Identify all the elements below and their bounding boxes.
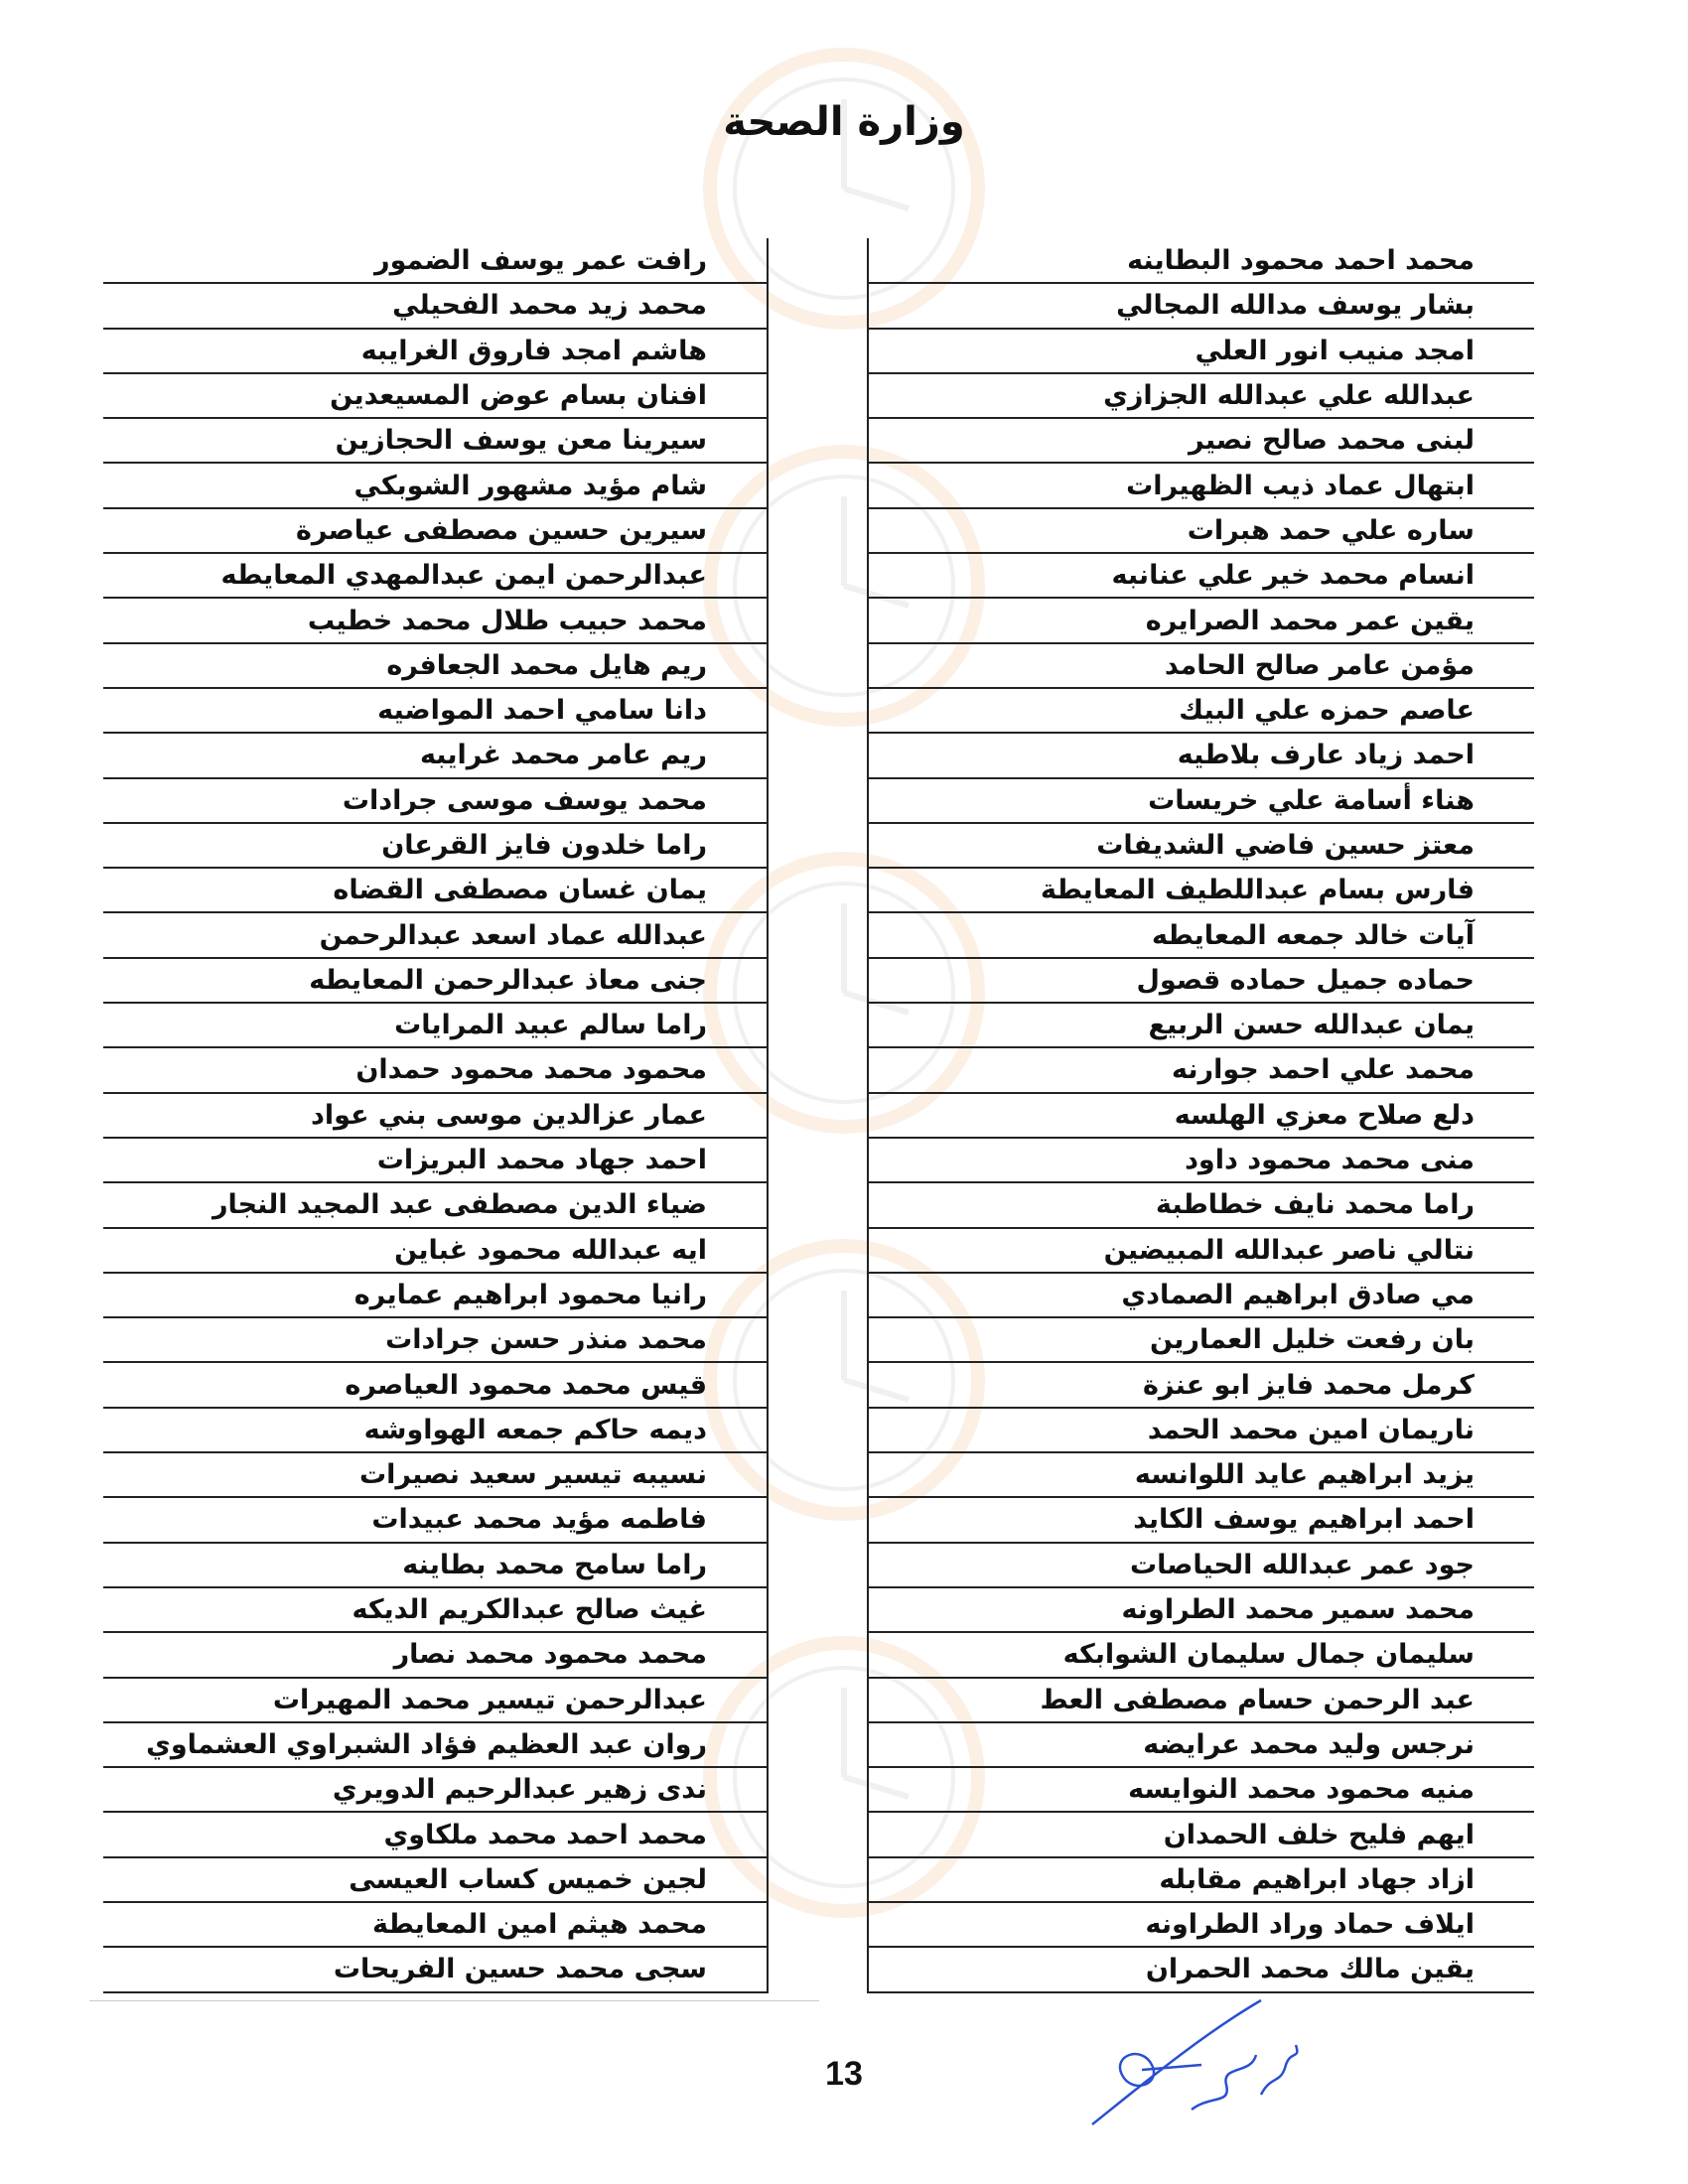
name-cell: نتالي ناصر عبدالله المبيضين (868, 1228, 1534, 1273)
name-cell: فارس بسام عبداللطيف المعايطة (868, 868, 1534, 912)
table-row (868, 1047, 1534, 1092)
name-cell: لجين خميس كساب العيسى (103, 1857, 768, 1902)
name-cell: رانيا محمود ابراهيم عمايره (103, 1273, 768, 1317)
name-cell: هناء أسامة علي خريسات (868, 778, 1534, 823)
table-row (103, 1182, 768, 1227)
table-row (103, 1408, 768, 1452)
name-cell: محمد يوسف موسى جرادات (103, 778, 768, 823)
name-cell: عبدالرحمن ايمن عبدالمهدي المعايطه (103, 553, 768, 598)
table-row (868, 1362, 1534, 1407)
name-cell: محمود محمد محمود حمدان (103, 1047, 768, 1092)
table-row (103, 1047, 768, 1092)
table-row (868, 1228, 1534, 1273)
name-cell: جود عمر عبدالله الحياصات (868, 1543, 1534, 1587)
table-row (868, 1543, 1534, 1587)
name-cell: غيث صالح عبدالكريم الديكه (103, 1587, 768, 1632)
table-row (103, 418, 768, 463)
table-row (868, 1767, 1534, 1812)
names-table-right (867, 238, 1534, 1993)
name-cell: انسام محمد خير علي عنانبه (868, 553, 1534, 598)
table-row (103, 1228, 768, 1273)
table-row (868, 1273, 1534, 1317)
table-row (103, 1362, 768, 1407)
table-row (868, 1452, 1534, 1497)
name-cell: شام مؤيد مشهور الشوبكي (103, 463, 768, 507)
table-row (103, 1003, 768, 1047)
table-row (868, 598, 1534, 642)
table-row (868, 1587, 1534, 1632)
name-cell: دانا سامي احمد المواضيه (103, 688, 768, 733)
table-row (103, 1857, 768, 1902)
table-row (103, 1632, 768, 1677)
name-cell: محمد حبيب طلال محمد خطيب (103, 598, 768, 642)
name-cell: مي صادق ابراهيم الصمادي (868, 1273, 1534, 1317)
table-row (868, 1408, 1534, 1452)
table-row (868, 1678, 1534, 1722)
name-cell: عبد الرحمن حسام مصطفى العط (868, 1678, 1534, 1722)
name-cell: ديمه حاكم جمعه الهواوشه (103, 1408, 768, 1452)
table-row (868, 823, 1534, 868)
name-cell: ساره علي حمد هبرات (868, 508, 1534, 553)
name-cell: محمد احمد محمد ملكاوي (103, 1812, 768, 1856)
name-cell: احمد جهاد محمد البريزات (103, 1138, 768, 1182)
table-row (868, 1093, 1534, 1138)
name-cell: يقين عمر محمد الصرايره (868, 598, 1534, 642)
table-row (868, 238, 1534, 283)
name-cell: يمان عبدالله حسن الربيع (868, 1003, 1534, 1047)
name-cell: ندى زهير عبدالرحيم الدويري (103, 1767, 768, 1812)
page-title: وزارة الصحة (723, 99, 965, 145)
table-row (103, 1767, 768, 1812)
name-cell: راما محمد نايف خطاطبة (868, 1182, 1534, 1227)
name-cell: محمد احمد محمود البطاينه (868, 238, 1534, 283)
table-row (103, 598, 768, 642)
name-cell: سجى محمد حسين الفريحات (103, 1947, 768, 1991)
name-cell: كرمل محمد فايز ابو عنزة (868, 1362, 1534, 1407)
name-cell: يمان غسان مصطفى القضاه (103, 868, 768, 912)
name-cell: محمد محمود محمد نصار (103, 1632, 768, 1677)
table-row (868, 1722, 1534, 1767)
table-row (868, 778, 1534, 823)
name-cell: احمد زياد عارف بلاطيه (868, 733, 1534, 777)
name-cell: محمد زيد محمد الفحيلي (103, 283, 768, 328)
footer-divider (89, 2000, 819, 2001)
name-cell: راما سالم عبيد المرايات (103, 1003, 768, 1047)
name-cell: ايهم فليح خلف الحمدان (868, 1812, 1534, 1856)
table-row (868, 733, 1534, 777)
table-row (103, 868, 768, 912)
name-cell: ناريمان امين محمد الحمد (868, 1408, 1534, 1452)
name-cell: محمد علي احمد جوارنه (868, 1047, 1534, 1092)
table-row (868, 1497, 1534, 1542)
table-row (868, 1632, 1534, 1677)
table-row (868, 1003, 1534, 1047)
table-row (103, 1587, 768, 1632)
table-row (103, 508, 768, 553)
table-row (103, 283, 768, 328)
table-row (103, 463, 768, 507)
name-cell: محمد منذر حسن جرادات (103, 1317, 768, 1362)
table-row (868, 1182, 1534, 1227)
name-cell: آيات خالد جمعه المعايطه (868, 912, 1534, 957)
name-cell: جنى معاذ عبدالرحمن المعايطه (103, 958, 768, 1003)
name-cell: عبدالرحمن تيسير محمد المهيرات (103, 1678, 768, 1722)
name-cell: راما سامح محمد بطاينه (103, 1543, 768, 1587)
name-cell: منيه محمود محمد النوايسه (868, 1767, 1534, 1812)
table-row (103, 1273, 768, 1317)
name-cell: ابتهال عماد ذيب الظهيرات (868, 463, 1534, 507)
table-row (103, 1452, 768, 1497)
name-cell: ريم عامر محمد غرايبه (103, 733, 768, 777)
name-cell: سليمان جمال سليمان الشوابكه (868, 1632, 1534, 1677)
table-row (103, 912, 768, 957)
table-row (103, 1678, 768, 1722)
table-row (868, 1138, 1534, 1182)
table-row (103, 688, 768, 733)
name-cell: دلع صلاح معزي الهلسه (868, 1093, 1534, 1138)
table-row (868, 688, 1534, 733)
names-table-right-body (868, 238, 1534, 1992)
table-row (868, 283, 1534, 328)
name-cell: ايلاف حماد وراد الطراونه (868, 1902, 1534, 1947)
name-cell: عبدالله عماد اسعد عبدالرحمن (103, 912, 768, 957)
table-row (868, 868, 1534, 912)
name-cell: عاصم حمزه علي البيك (868, 688, 1534, 733)
name-cell: يزيد ابراهيم عايد اللوانسه (868, 1452, 1534, 1497)
table-row (868, 1317, 1534, 1362)
name-cell: معتز حسين فاضي الشديفات (868, 823, 1534, 868)
table-row (103, 958, 768, 1003)
name-cell: احمد ابراهيم يوسف الكايد (868, 1497, 1534, 1542)
name-cell: محمد سمير محمد الطراونه (868, 1587, 1534, 1632)
table-row (103, 1093, 768, 1138)
name-cell: روان عبد العظيم فؤاد الشبراوي العشماوي (103, 1722, 768, 1767)
name-cell: ضياء الدين مصطفى عبد المجيد النجار (103, 1182, 768, 1227)
table-row (103, 643, 768, 688)
table-row (868, 553, 1534, 598)
signature-icon (1082, 1995, 1311, 2134)
names-table-left (103, 238, 769, 1993)
name-cell: هاشم امجد فاروق الغرايبه (103, 329, 768, 373)
table-row (868, 958, 1534, 1003)
name-cell: عمار عزالدين موسى بني عواد (103, 1093, 768, 1138)
name-cell: لبنى محمد صالح نصير (868, 418, 1534, 463)
table-row (103, 733, 768, 777)
name-cell: عبدالله علي عبدالله الجزازي (868, 373, 1534, 418)
table-row (868, 643, 1534, 688)
name-cell: راما خلدون فايز القرعان (103, 823, 768, 868)
table-row (868, 1857, 1534, 1902)
table-row (868, 418, 1534, 463)
name-cell: مؤمن عامر صالح الحامد (868, 643, 1534, 688)
name-cell: ريم هايل محمد الجعافره (103, 643, 768, 688)
table-row (868, 463, 1534, 507)
table-row (868, 912, 1534, 957)
name-cell: نرجس وليد محمد عرايضه (868, 1722, 1534, 1767)
name-cell: منى محمد محمود داود (868, 1138, 1534, 1182)
table-row (868, 1902, 1534, 1947)
name-cell: ازاد جهاد ابراهيم مقابله (868, 1857, 1534, 1902)
table-row (103, 1497, 768, 1542)
name-cell: فاطمه مؤيد محمد عبيدات (103, 1497, 768, 1542)
table-row (868, 373, 1534, 418)
table-row (103, 1722, 768, 1767)
name-cell: سيرينا معن يوسف الحجازين (103, 418, 768, 463)
name-cell: افنان بسام عوض المسيعدين (103, 373, 768, 418)
table-row (103, 778, 768, 823)
table-row (103, 553, 768, 598)
table-row (103, 329, 768, 373)
name-cell: سيرين حسين مصطفى عياصرة (103, 508, 768, 553)
names-table-left-body (103, 238, 768, 1992)
name-cell: محمد هيثم امين المعايطة (103, 1902, 768, 1947)
table-row (103, 1902, 768, 1947)
name-cell: يقين مالك محمد الحمران (868, 1947, 1534, 1991)
name-cell: بان رفعت خليل العمارين (868, 1317, 1534, 1362)
name-cell: قيس محمد محمود العياصره (103, 1362, 768, 1407)
name-cell: بشار يوسف مدالله المجالي (868, 283, 1534, 328)
table-row (103, 1543, 768, 1587)
table-row (103, 823, 768, 868)
table-row (103, 1947, 768, 1991)
table-row (868, 329, 1534, 373)
table-row (868, 1812, 1534, 1856)
table-row (103, 1812, 768, 1856)
page-number: 13 (825, 2055, 863, 2093)
name-cell: نسيبه تيسير سعيد نصيرات (103, 1452, 768, 1497)
name-cell: امجد منيب انور العلي (868, 329, 1534, 373)
table-row (103, 373, 768, 418)
table-row (103, 1138, 768, 1182)
table-row (868, 1947, 1534, 1991)
table-row (103, 238, 768, 283)
name-cell: رافت عمر يوسف الضمور (103, 238, 768, 283)
table-row (868, 508, 1534, 553)
name-cell: حماده جميل حماده قصول (868, 958, 1534, 1003)
name-cell: ايه عبدالله محمود غباين (103, 1228, 768, 1273)
table-row (103, 1317, 768, 1362)
